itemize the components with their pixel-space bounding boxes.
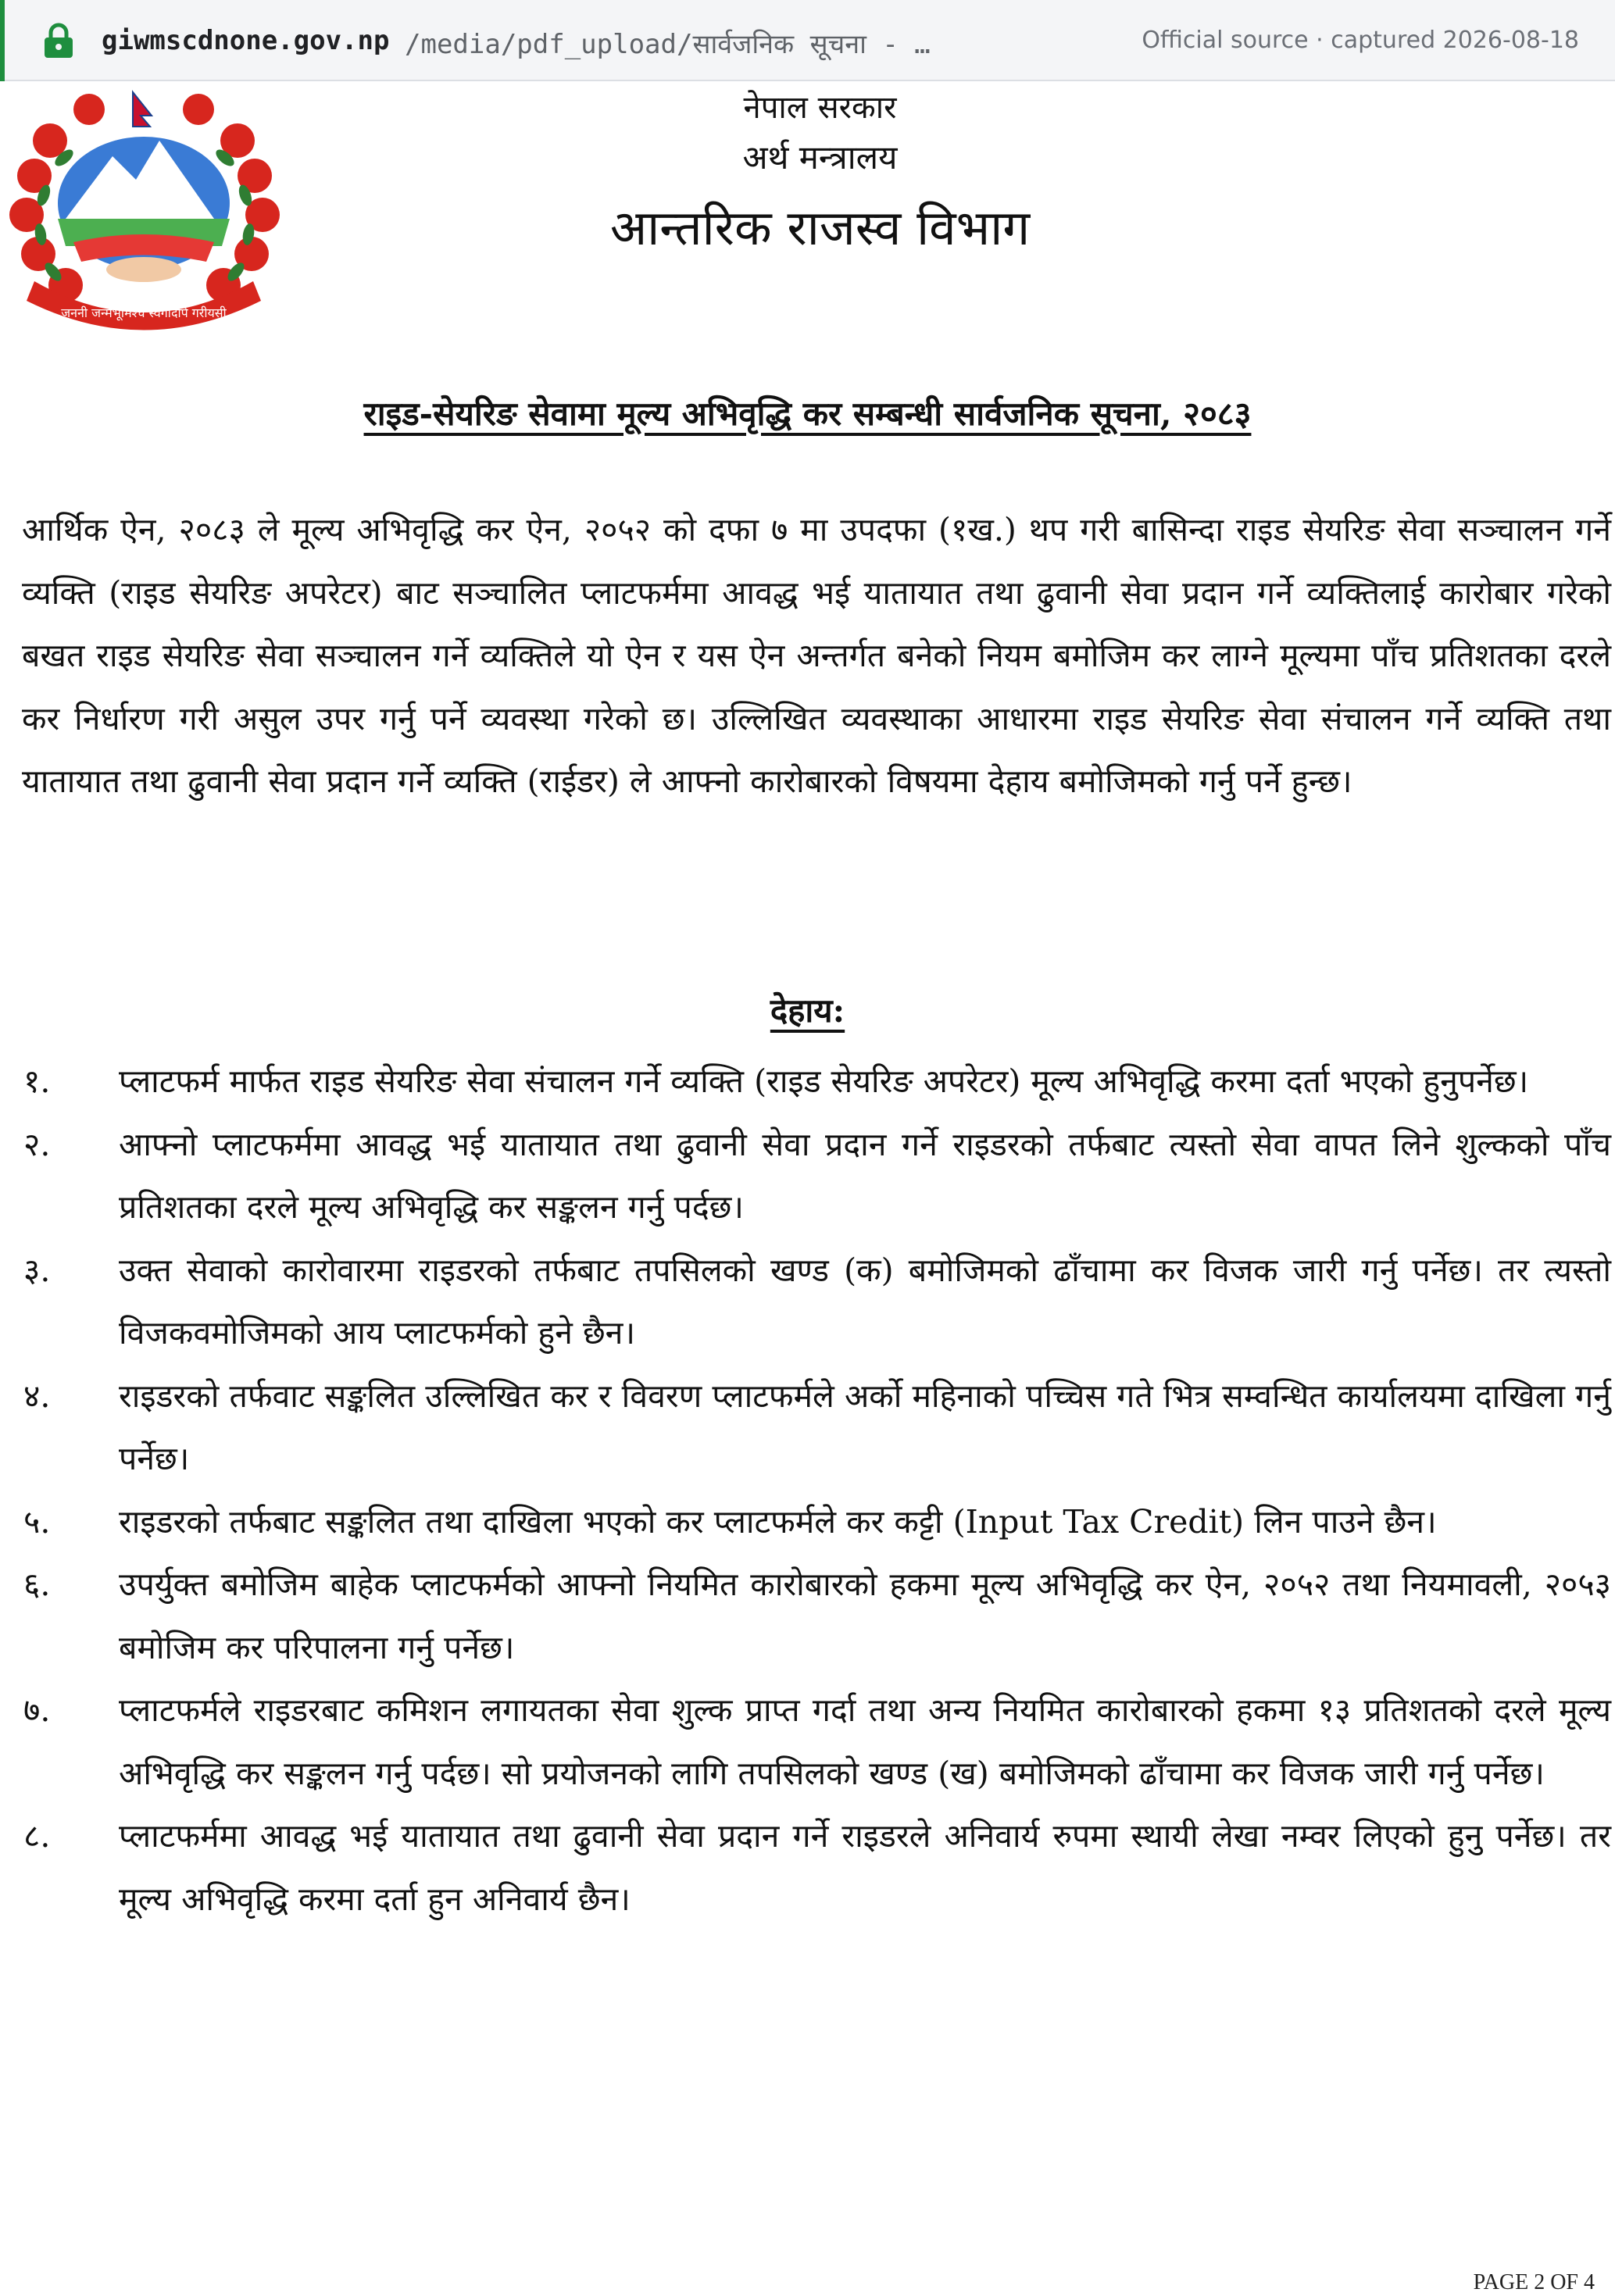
lock-icon (42, 23, 75, 59)
list-item-number: ५. (23, 1502, 51, 1541)
list-item-text: राइडरको तर्फवाट सङ्कलित उल्लिखित कर र विवरण प्लाटफर्मले अर्को महिनाको पच्चिस गते भित्र सम्वन्धित कार्यालयमा दाखिला गर्नु पर्नेछ। (119, 1377, 1611, 1477)
list-item (0, 1239, 1615, 1365)
list-item-text: प्लाटफर्मले राइडरबाट कमिशन लगायतका सेवा शुल्क प्राप्त गर्दा तथा अन्य नियमित कारोबारको हकमा १३ प्रतिशतको दरले मूल्य अभिवृद्धि कर सङ्कलन गर्नु पर्दछ। सो प्रयोजनको लागि तपसिलको खण्ड (ख) बमोजिमको ढाँचामा कर विजक जारी गर्नु पर्नेछ। (119, 1691, 1611, 1792)
list-item-number: ३. (23, 1251, 51, 1289)
list-item-text: प्लाटफर्ममा आवद्ध भई यातायात तथा ढुवानी सेवा प्रदान गर्ने राइडरले अनिवार्य रुपमा स्थायी लेखा नम्वर लिएको हुनु पर्नेछ। तर मूल्य अभिवृद्धि करमा दर्ता हुन अनिवार्य छैन। (119, 1817, 1611, 1918)
list-item-number: ४. (23, 1377, 51, 1415)
list-item (0, 1491, 1615, 1554)
list-item (0, 1365, 1615, 1491)
list-item (0, 1805, 1615, 1930)
letterhead-department: आन्तरिक राजस्व विभाग (609, 199, 1031, 256)
list-item-text: उपर्युक्त बमोजिम बाहेक प्लाटफर्मको आफ्नो नियमित कारोबारको हकमा मूल्य अभिवृद्धि कर ऐन, २०५२ तथा नियमावली, २०५३ बमोजिम कर परिपालना गर्नु पर्नेछ। (119, 1566, 1611, 1666)
source-path[interactable]: /media/pdf_upload/सार्वजनिक सूचना - … (405, 29, 931, 60)
letterhead-government: नेपाल सरकार (743, 90, 897, 126)
list-item-text: आफ्नो प्लाटफर्ममा आवद्ध भई यातायात तथा ढुवानी सेवा प्रदान गर्ने राइडरको तर्फबाट त्यस्तो सेवा वापत लिने शुल्कको पाँच प्रतिशतका दरले मूल्य अभिवृद्धि कर सङ्कलन गर्नु पर्दछ। (119, 1125, 1611, 1226)
notice-items-list (0, 1050, 1615, 1930)
notice-title: राइड-सेयरिङ सेवामा मूल्य अभिवृद्धि कर सम्बन्धी सार्वजनिक सूचना, २०८३ (363, 395, 1252, 433)
source-bar (0, 0, 1615, 81)
source-domain[interactable]: giwmscdnone.gov.np (102, 25, 390, 56)
list-item-number: २. (23, 1125, 51, 1163)
letterhead-ministry: अर्थ मन्त्रालय (742, 138, 898, 177)
list-item (0, 1050, 1615, 1113)
notice-body-paragraph: आर्थिक ऐन, २०८३ ले मूल्य अभिवृद्धि कर ऐन, २०५२ को दफा ७ मा उपदफा (१ख.) थप गरी बासिन्दा राइड सेयरिङ सेवा सञ्चालन गर्ने व्यक्ति (राइड सेयरिङ अपरेटर) बाट सञ्चालित प्लाटफर्ममा आवद्ध भई यातायात तथा ढुवानी सेवा प्रदान गर्ने व्यक्तिलाई कारोबार गरेको बखत राइड सेयरिङ सेवा सञ्चालन गर्ने व्यक्तिले यो ऐन र यस ऐन अन्तर्गत बनेको नियम बमोजिम कर लाग्ने मूल्यमा पाँच प्रतिशतका दरले कर निर्धारण गरी असुल उपर गर्नु पर्ने व्यवस्था गरेको छ। उल्लिखित व्यवस्थाका आधारमा राइड सेयरिङ सेवा संचालन गर्ने व्यक्ति तथा यातायात तथा ढुवानी सेवा प्रदान गर्ने व्यक्ति (राईडर) ले आफ्नो कारोबारको विषयमा देहाय बमोजिमको गर्नु पर्ने हुन्छ। (22, 511, 1611, 800)
list-item-text: उक्त सेवाको कारोवारमा राइडरको तर्फबाट तपसिलको खण्ड (क) बमोजिमको ढाँचामा कर विजक जारी गर्नु पर्नेछ। तर त्यस्तो विजकवमोजिमको आय प्लाटफर्मको हुने छैन। (119, 1251, 1611, 1352)
list-item-number: ७. (23, 1691, 51, 1729)
list-item (0, 1113, 1615, 1239)
list-item-number: ६. (23, 1566, 51, 1603)
list-item-text: राइडरको तर्फबाट सङ्कलित तथा दाखिला भएको कर प्लाटफर्मले कर कट्टी (Input Tax Credit) लिन पाउने छैन। (119, 1502, 1437, 1541)
source-capture-note: Official source · captured 2026-08-18 (1142, 27, 1579, 54)
page-number: PAGE 2 OF 4 (1473, 2270, 1595, 2294)
list-item (0, 1553, 1615, 1679)
svg-text:जननी जन्मभूमिश्च स्वर्गादपि गर: जननी जन्मभूमिश्च स्वर्गादपि गरीयसी (61, 305, 227, 320)
list-item-number: ८. (23, 1817, 51, 1855)
list-item-number: १. (23, 1062, 51, 1100)
list-item-text: प्लाटफर्म मार्फत राइड सेयरिङ सेवा संचालन गर्ने व्यक्ति (राइड सेयरिङ अपरेटर) मूल्य अभिवृद्धि करमा दर्ता भएको हुनुपर्नेछ। (119, 1062, 1529, 1100)
notice-subheading: देहाय: (770, 991, 845, 1030)
list-item (0, 1679, 1615, 1805)
source-accent-stripe (0, 0, 5, 81)
